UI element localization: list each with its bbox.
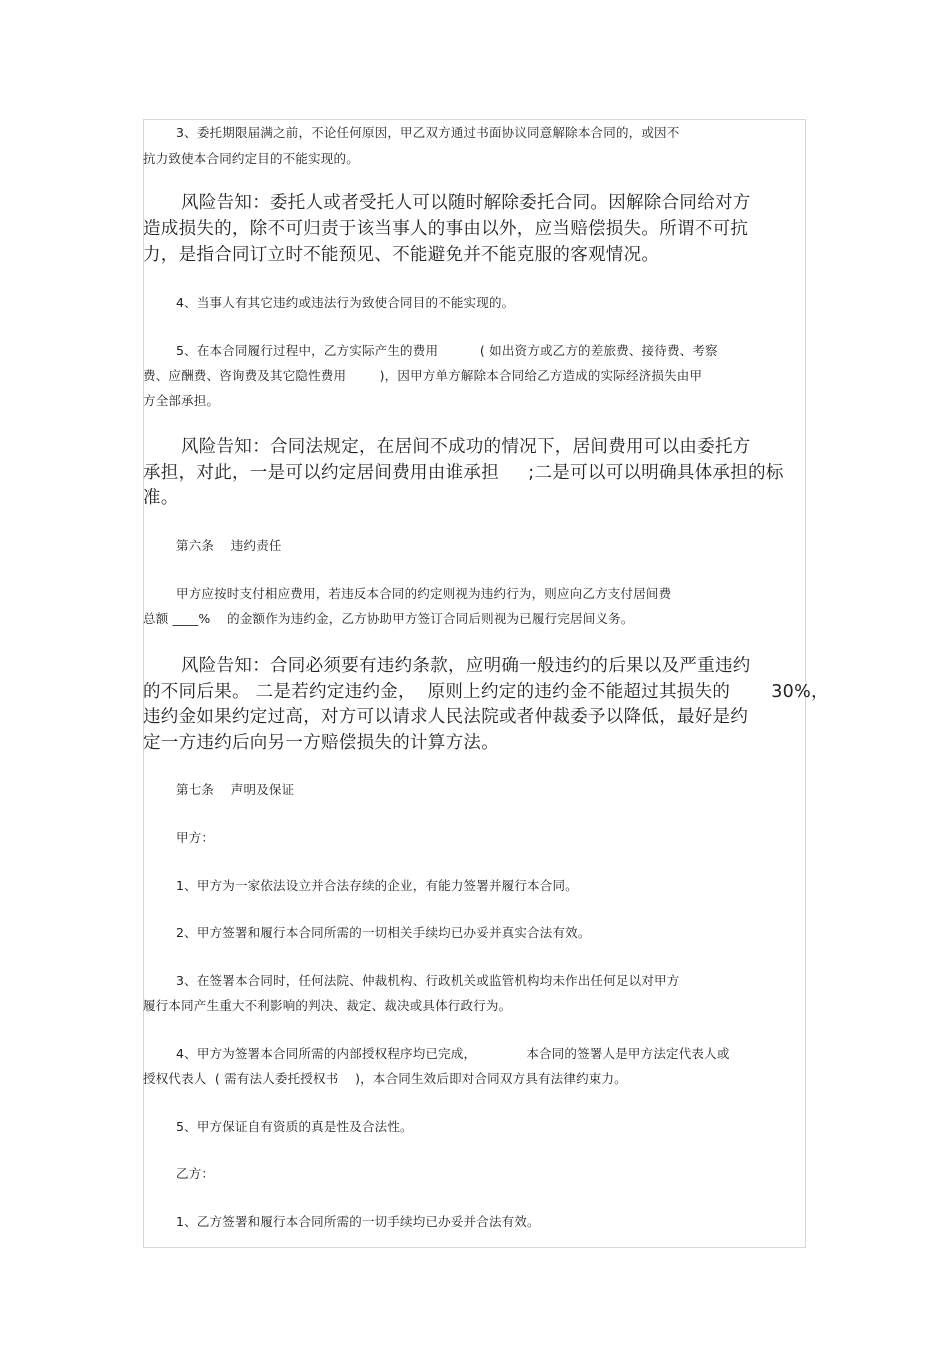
risk-notice-line: 定一方违约后向另一方赔偿损失的计算方法。 xyxy=(143,733,499,753)
risk-notice-line: 力，是指合同订立时不能预见、不能避免并不能克服的客观情况。 xyxy=(143,245,660,265)
risk-notice-line: 承担，对此，一是可以约定居间费用由谁承担 ;二是可以可以明确具体承担的标 xyxy=(143,463,784,483)
clause-5-line: 5、在本合同履行过程中，乙方实际产生的费用 ( 如出资方或乙方的差旅费、接待费、考察 xyxy=(176,343,718,358)
risk-notice-line: 造成损失的，除不可归责于该当事人的事由以外，应当赔偿损失。所谓不可抗 xyxy=(143,219,749,239)
risk-notice-line: 风险告知：合同必须要有违约条款，应明确一般违约的后果以及严重违约 xyxy=(181,656,751,676)
clause-4-line: 4、当事人有其它违约或违法行为致使合同目的不能实现的。 xyxy=(176,295,515,310)
party-a-item: 2、甲方签署和履行本合同所需的一切相关手续均已办妥并真实合法有效。 xyxy=(176,925,591,940)
party-a-label: 甲方： xyxy=(176,830,215,845)
party-a-item: 1、甲方为一家依法设立并合法存续的企业，有能力签署并履行本合同。 xyxy=(176,878,578,893)
party-b-label: 乙方： xyxy=(176,1166,215,1181)
article-heading: 第六条 违约责任 xyxy=(176,538,282,553)
risk-notice-line: 风险告知：委托人或者受托人可以随时解除委托合同。因解除合同给对方 xyxy=(181,193,751,213)
party-a-item: 授权代表人 ( 需有法人委托授权书 )，本合同生效后即对合同双方具有法律约束力。 xyxy=(143,1071,627,1086)
party-a-item: 履行本同产生重大不利影响的判决、裁定、裁决或具体行政行为。 xyxy=(143,998,512,1013)
risk-notice-line: 准。 xyxy=(143,488,179,508)
clause-5-line: 费、应酬费、咨询费及其它隐性费用 )，因甲方单方解除本合同给乙方造成的实际经济损失由甲 xyxy=(143,368,703,383)
party-b-item: 1、乙方签署和履行本合同所需的一切手续均已办妥并合法有效。 xyxy=(176,1214,540,1229)
risk-notice-line: 的不同后果。 二是若约定违约金， 原则上约定的违约金不能超过其损失的 30%， xyxy=(143,682,829,702)
article-6-line: 甲方应按时支付相应费用，若违反本合同的约定则视为违约行为，则应向乙方支付居间费 xyxy=(176,586,672,601)
party-a-item: 4、甲方为签署本合同所需的内部授权程序均已完成， 本合同的签署人是甲方法定代表人或 xyxy=(176,1046,730,1061)
risk-notice-line: 风险告知：合同法规定，在居间不成功的情况下，居间费用可以由委托方 xyxy=(181,437,751,457)
article-6-line: 总额 ____% 的金额作为违约金，乙方协助甲方签订合同后则视为已履行完居间义务。 xyxy=(143,611,634,626)
risk-notice-line: 违约金如果约定过高，对方可以请求人民法院或者仲裁委予以降低，最好是约 xyxy=(143,707,749,727)
clause-3-line: 3、委托期限届满之前，不论任何原因，甲乙双方通过书面协议同意解除本合同的，或因不 xyxy=(176,125,680,140)
party-a-item: 5、甲方保证自有资质的真是性及合法性。 xyxy=(176,1119,413,1134)
clause-3-line: 抗力致使本合同约定目的不能实现的。 xyxy=(143,151,359,166)
article-heading: 第七条 声明及保证 xyxy=(176,782,295,797)
clause-5-line: 方全部承担。 xyxy=(143,393,220,408)
party-a-item: 3、在签署本合同时，任何法院、仲裁机构、行政机关或监管机构均未作出任何足以对甲方 xyxy=(176,973,680,988)
